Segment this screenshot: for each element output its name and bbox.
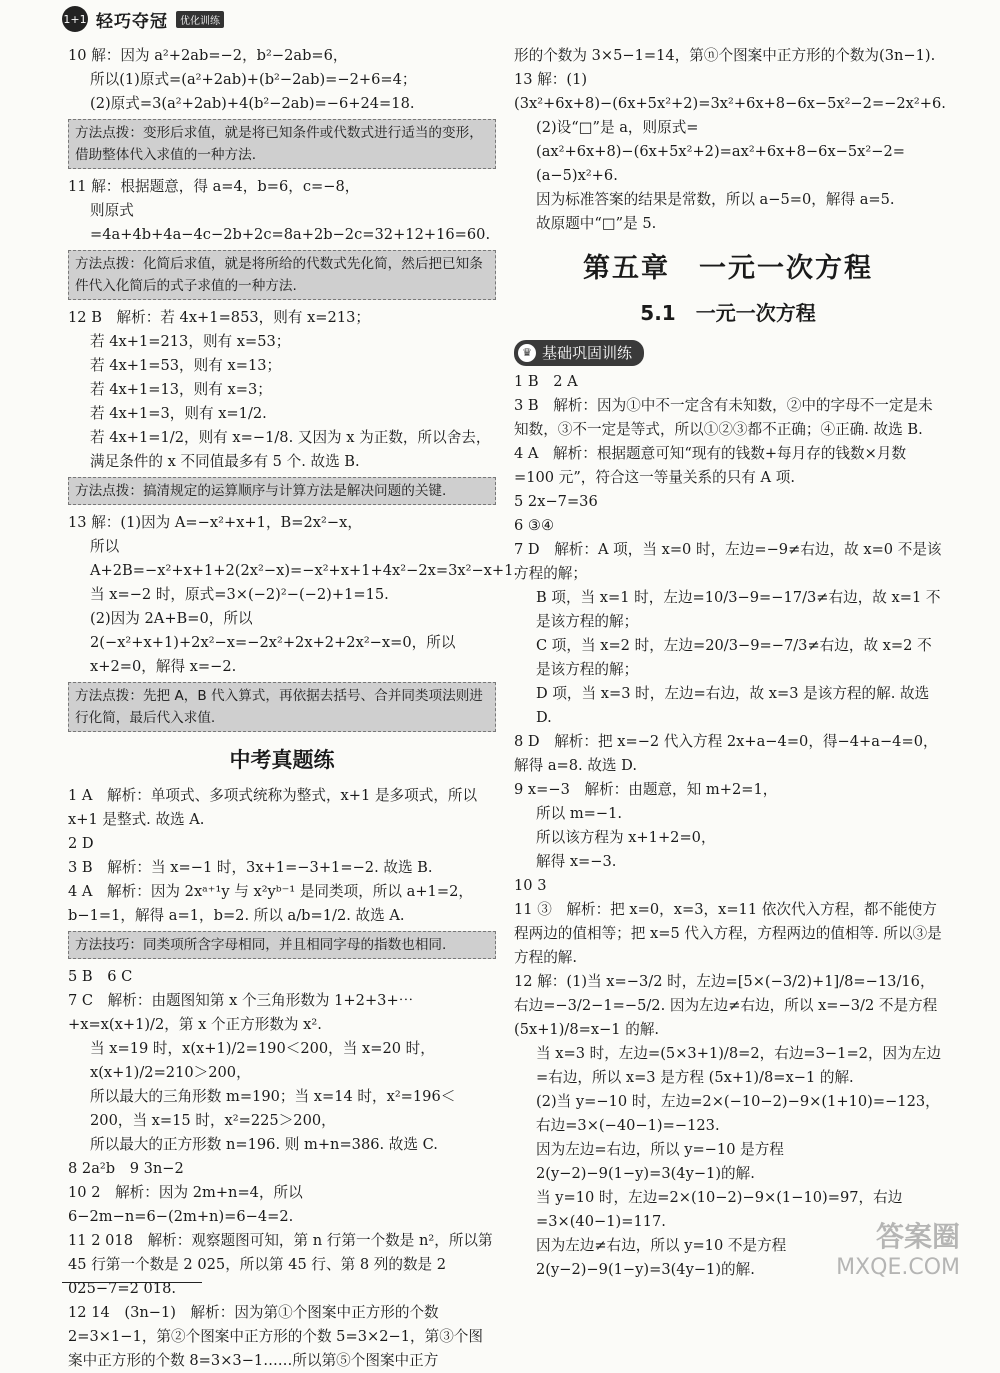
answer-line: 当 x=19 时，x(x+1)/2=190＜200，当 x=20 时，x(x+1)/2=210＞200， [90, 1040, 435, 1081]
answer-line: 所以最大的三角形数 m=190；当 x=14 时，x²=196＜200，当 x=15 时，x²=225＞200， [90, 1088, 456, 1129]
site-watermark [836, 1215, 960, 1280]
footer-rule [62, 1282, 202, 1295]
answer-line: 所以最大的正方形数 n=196. 则 m+n=386. 故选 C. [90, 1136, 438, 1153]
answer-line: 6 ③④ [514, 517, 555, 534]
answer-line: 所以该方程为 x+1+2=0， [536, 829, 716, 846]
section-badge-label: 基础巩固训练 [542, 344, 633, 362]
answer-line: (2)设“□”是 a，则原式=(ax²+6x+8)−(6x+5x²+2)=ax²+6x+8−6x−5x²−2=(a−5)x²+6. [536, 119, 906, 184]
answer-block [68, 965, 496, 1373]
answer-block [68, 175, 496, 247]
answer-line: 13 解：(1)(3x²+6x+8)−(6x+5x²+2)=3x²+6x+8−6x−5x²−2=−2x²+6. [514, 71, 946, 112]
answer-line: 因为左边=右边，所以 y=−10 是方程 2(y−2)−9(1−y)=3(4y−1)的解. [536, 1141, 784, 1182]
method-tip-box: 方法技巧：同类项所含字母相同，并且相同字母的指数也相同. [68, 931, 496, 959]
answer-line: 10 2 解析：因为 2m+n=4，所以 6−2m−n=6−(2m+n)=6−4=2. [68, 1184, 303, 1225]
answer-block [68, 44, 496, 116]
answer-line: 2 D [68, 835, 94, 852]
answer-line: 4 A 解析：根据题意可知“现有的钱数+每月存的钱数×月数=100 元”，符合这一等量关系的只有 A 项. [514, 445, 907, 486]
answer-line: 若 4x+1=13，则有 x=3； [90, 381, 272, 398]
method-tip-box: 方法点拨：化简后求值，就是将所给的代数式先化简，然后把已知条件代入化简后的式子求值的一种方法. [68, 250, 496, 300]
answer-line: 12 解：(1)当 x=−3/2 时，左边=[5×(−3/2)+1]/8=−13/16，右边=−3/2−1=−5/2. 因为左边≠右边，所以 x=−3/2 不是方程 (5x+1)/8=x−1 的解. [514, 973, 938, 1038]
answer-line: 11 ③ 解析：把 x=0，x=3，x=11 依次代入方程，都不能使方程两边的值相等；把 x=5 代入方程，方程两边的值相等. 所以③是方程的解. [514, 901, 942, 966]
method-tip-box: 方法点拨：搞清规定的运算顺序与计算方法是解决问题的关键. [68, 477, 496, 505]
answer-line: 4 A 解析：因为 2xᵃ⁺¹y 与 x²yᵇ⁻¹ 是同类项，所以 a+1=2，b−1=1，解得 a=1，b=2. 所以 a/b=1/2. 故选 A. [68, 883, 473, 924]
answer-line: (2)当 y=−10 时，左边=2×(−10−2)−9×(1+10)=−123，右边=3×(−40−1)=−123. [536, 1093, 940, 1134]
page-header [62, 2, 224, 36]
watermark-logo: 答案圈 [875, 1220, 960, 1253]
right-column [514, 44, 946, 1282]
answer-block [68, 306, 496, 474]
answer-line: 满足条件的 x 不同值最多有 5 个. 故选 B. [90, 453, 360, 470]
answer-block [68, 511, 519, 679]
answer-line: 3 B 解析：当 x=−1 时，3x+1=−3+1=−2. 故选 B. [68, 859, 433, 876]
answer-line: 所以(1)原式=(a²+2ab)+(b²−2ab)=−2+6=4； [90, 71, 417, 88]
answer-line: 12 14 (3n−1) 解析：因为第①个图案中正方形的个数 2=3×1−1，第②个图案中正方形的个数 5=3×2−1，第③个图案中正方形的个数 8=3×3−1……所以第⑤个图案中正方 [68, 1304, 483, 1369]
brand-title: 轻巧夺冠 [96, 11, 168, 32]
answer-line: 11 解：根据题意，得 a=4，b=6，c=−8， [68, 178, 360, 195]
answer-line: 9 x=−3 解析：由题意，知 m+2=1， [514, 781, 778, 798]
answer-block [68, 784, 496, 928]
answer-line: 则原式=4a+4b+4a−4c−2b+2c=8a+2b−2c=32+12+16=60. [90, 202, 491, 243]
left-column [68, 44, 519, 1373]
section-badge [514, 340, 644, 366]
answer-line: 当 x=3 时，左边=(5×3+1)/8=2，右边=3−1=2，因为左边=右边，所以 x=3 是方程 (5x+1)/8=x−1 的解. [536, 1045, 941, 1086]
answer-line: 5 2x−7=36 [514, 493, 598, 510]
answer-line: 8 D 解析：把 x=−2 代入方程 2x+a−4=0，得−4+a−4=0，解得 a=8. 故选 D. [514, 733, 938, 774]
answer-block [514, 370, 942, 1282]
answer-line: 10 解：因为 a²+2ab=−2，b²−2ab=6， [68, 47, 348, 64]
answer-block [514, 44, 946, 236]
answer-line: 若 4x+1=1/2，则有 x=−1/8. 又因为 x 为正数，所以舍去， [90, 429, 491, 446]
answer-line: (2)因为 2A+B=0，所以 2(−x²+x+1)+2x²−x=−2x²+2x+2+2x²−x=0，所以 x+2=0，解得 x=−2. [90, 610, 456, 675]
subsection-title: 5.1 一元一次方程 [640, 301, 816, 325]
crown-icon: ♛ [518, 344, 536, 362]
answer-line: (2)原式=3(a²+2ab)+4(b²−2ab)=−6+24=18. [90, 95, 415, 112]
answer-line: B 项，当 x=1 时，左边=10/3−9=−17/3≠右边，故 x=1 不是该方程的解； [536, 589, 941, 630]
brand-logo-icon: 1+1 [62, 6, 88, 32]
answer-line: 因为标准答案的结果是常数，所以 a−5=0，解得 a=5. [536, 191, 895, 208]
answer-line: 因为左边≠右边，所以 y=10 不是方程 2(y−2)−9(1−y)=3(4y−1)的解. [536, 1237, 787, 1278]
answer-line: 11 2 018 解析：观察题图可知，第 n 行第一个数是 n²，所以第 45 行第一个数是 2 025，所以第 45 行、第 8 列的数是 2 025−7=2 018. [68, 1232, 493, 1297]
answer-line: 若 4x+1=53，则有 x=13； [90, 357, 282, 374]
answer-line: 8 2a²b 9 3n−2 [68, 1160, 184, 1177]
answer-line: 1 B 2 A [514, 373, 578, 390]
brand-subtitle: 优化训练 [176, 11, 224, 28]
method-tip-box: 方法点拨：先把 A，B 代入算式，再依据去括号、合并同类项法则进行化简，最后代入求值. [68, 682, 496, 732]
method-tip-box: 方法点拨：变形后求值，就是将已知条件或代数式进行适当的变形，借助整体代入求值的一种方法. [68, 119, 496, 169]
answer-line: 当 x=−2 时，原式=3×(−2)²−(−2)+1=15. [90, 586, 389, 603]
answer-line: C 项，当 x=2 时，左边=20/3−9=−7/3≠右边，故 x=2 不是该方程的解； [536, 637, 932, 678]
answer-line: 7 D 解析：A 项，当 x=0 时，左边=−9≠右边，故 x=0 不是该方程的解； [514, 541, 942, 582]
answer-line: 3 B 解析：因为①中不一定含有未知数，②中的字母不一定是未知数，③不一定是等式，所以①②③都不正确；④正确. 故选 B. [514, 397, 933, 438]
answer-line: 5 B 6 C [68, 968, 133, 985]
answer-line: 若 4x+1=213，则有 x=53； [90, 333, 291, 350]
answer-line: 若 4x+1=3，则有 x=1/2. [90, 405, 267, 422]
chapter-title: 第五章 一元一次方程 [583, 253, 873, 284]
watermark-url: MXQE.COM [836, 1255, 960, 1280]
answer-line: 当 y=10 时，左边=2×(10−2)−9×(1−10)=97，右边=3×(40−1)=117. [536, 1189, 903, 1230]
answer-line: 1 A 解析：单项式、多项式统称为整式，x+1 是多项式，所以 x+1 是整式. 故选 A. [68, 787, 478, 828]
answer-line: 形的个数为 3×5−1=14，第ⓝ个图案中正方形的个数为(3n−1). [514, 47, 936, 64]
answer-line: 所以 m=−1. [536, 805, 623, 822]
answer-line: 所以 A+2B=−x²+x+1+2(2x²−x)=−x²+x+1+4x²−2x=3x²−x+1. [90, 538, 519, 579]
answer-line: 12 B 解析：若 4x+1=853，则有 x=213； [68, 309, 370, 326]
answer-line: 13 解：(1)因为 A=−x²+x+1，B=2x²−x， [68, 514, 362, 531]
answer-line: 解得 x=−3. [536, 853, 617, 870]
answer-line: 故原题中“□”是 5. [536, 215, 657, 232]
answer-line: 7 C 解析：由题图知第 x 个三角形数为 1+2+3+⋯+x=x(x+1)/2，第 x 个正方形数为 x². [68, 992, 414, 1033]
answer-line: 10 3 [514, 877, 547, 894]
section-title: 中考真题练 [229, 748, 335, 772]
answer-line: D 项，当 x=3 时，左边=右边，故 x=3 是该方程的解. 故选 D. [536, 685, 930, 726]
